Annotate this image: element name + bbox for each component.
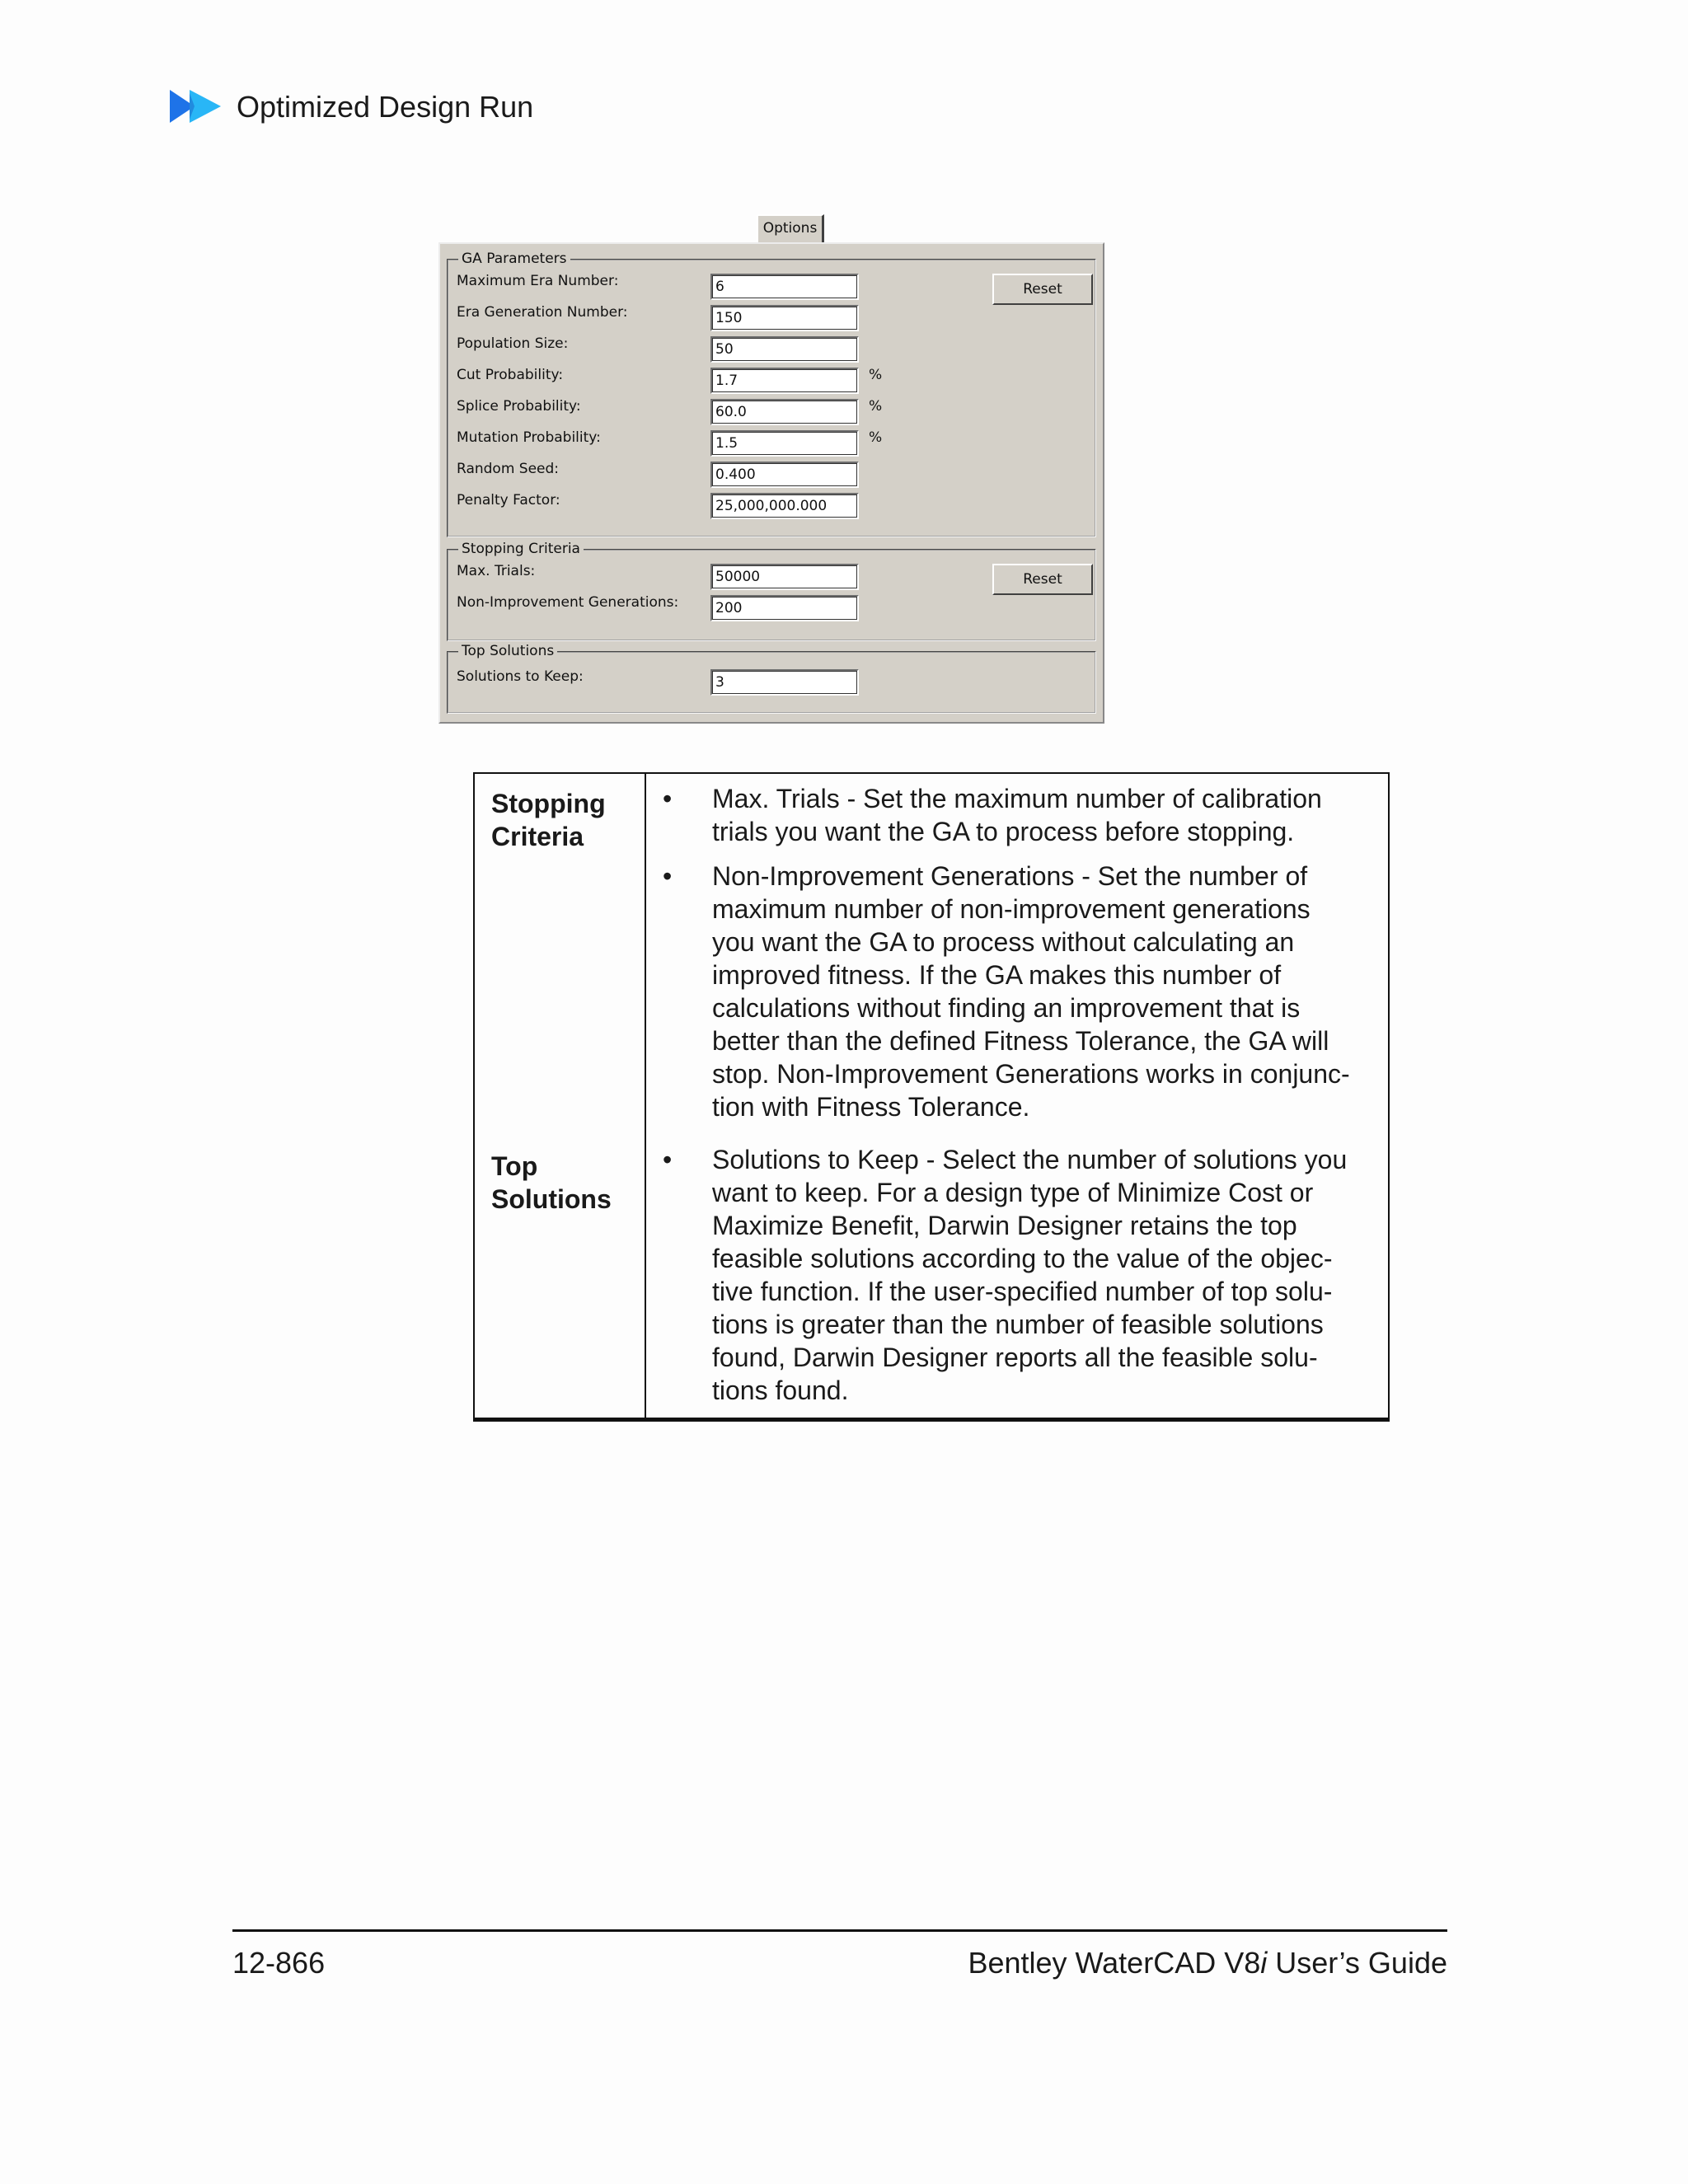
ga-parameters-title: GA Parameters (458, 250, 570, 268)
max-trials-input[interactable] (710, 564, 859, 590)
ga-reset-button[interactable]: Reset (992, 274, 1093, 305)
stopping-criteria-group (447, 541, 1096, 641)
max-era-number-input[interactable] (710, 274, 859, 300)
footer-rule (232, 1929, 1447, 1932)
era-generation-number-input[interactable] (710, 305, 859, 331)
description-non-improvement (712, 860, 1386, 1123)
term-line: Solutions (491, 1184, 612, 1214)
field-row-splice-probability (448, 396, 1095, 424)
bullet: • (663, 861, 673, 891)
field-label: Max. Trials: (457, 563, 536, 579)
field-label: Random Seed: (457, 461, 560, 477)
description-line: Solutions to Keep - Select the number of solutions you (712, 1145, 1348, 1174)
double-chevron-right-icon (170, 88, 223, 124)
description-line: tion with Fitness Tolerance. (712, 1092, 1030, 1122)
bullet: • (663, 784, 673, 813)
description-max-trials (712, 782, 1386, 848)
page-number: 12-866 (232, 1946, 326, 1980)
description-line: improved fitness. If the GA makes this number of (712, 960, 1282, 990)
percent-unit: % (869, 398, 883, 415)
field-row-penalty-factor (448, 490, 1095, 518)
description-line: maximum number of non-improvement generations (712, 894, 1311, 924)
term-stopping-criteria (491, 787, 640, 853)
solutions-to-keep-input[interactable] (710, 669, 859, 696)
description-line: better than the defined Fitness Tolerance, the GA will (712, 1026, 1329, 1056)
population-size-input[interactable] (710, 336, 859, 363)
description-line: trials you want the GA to process before stopping. (712, 817, 1295, 846)
description-line: Max. Trials - Set the maximum number of calibration (712, 784, 1322, 813)
percent-unit: % (869, 429, 883, 446)
term-line: Stopping (491, 789, 606, 818)
field-row-solutions-to-keep (448, 666, 1095, 694)
cut-probability-input[interactable] (710, 368, 859, 394)
field-row-mutation-probability (448, 427, 1095, 455)
stopping-reset-button[interactable]: Reset (992, 564, 1093, 595)
description-line: want to keep. For a design type of Minimize Cost or (712, 1178, 1314, 1207)
description-line: feasible solutions according to the value of the objec- (712, 1244, 1333, 1273)
column-divider (645, 774, 646, 1418)
tab-options[interactable]: Options (757, 214, 824, 242)
term-line: Criteria (491, 822, 584, 851)
description-line: tions is greater than the number of feasible solutions (712, 1310, 1324, 1339)
field-label: Era Generation Number: (457, 304, 628, 321)
field-label: Splice Probability: (457, 398, 581, 415)
field-row-cut-probability (448, 364, 1095, 392)
field-label: Maximum Era Number: (457, 273, 619, 289)
guide-title-suffix: User’s Guide (1267, 1946, 1447, 1980)
description-line: tions found. (712, 1376, 849, 1405)
guide-title-prefix: Bentley WaterCAD V8 (968, 1946, 1261, 1980)
field-row-max-era (448, 270, 1095, 298)
random-seed-input[interactable] (710, 462, 859, 488)
field-label: Mutation Probability: (457, 429, 601, 446)
definition-table (473, 772, 1390, 1422)
field-label: Cut Probability: (457, 367, 564, 383)
field-row-random-seed (448, 458, 1095, 486)
term-line: Top (491, 1151, 538, 1181)
options-dialog (438, 242, 1104, 724)
field-label: Population Size: (457, 335, 569, 352)
ga-parameters-group (447, 251, 1096, 537)
description-solutions-to-keep (712, 1143, 1386, 1407)
bullet: • (663, 1145, 673, 1174)
description-line: calculations without finding an improvement that is (712, 993, 1301, 1023)
field-row-era-generation (448, 302, 1095, 330)
description-line: Non-Improvement Generations - Set the number of (712, 861, 1308, 891)
non-improvement-generations-input[interactable] (710, 595, 859, 621)
top-solutions-group (447, 643, 1096, 714)
field-label: Solutions to Keep: (457, 668, 584, 685)
field-row-population (448, 333, 1095, 361)
description-line: found, Darwin Designer reports all the feasible solu- (712, 1343, 1318, 1372)
term-top-solutions (491, 1150, 640, 1216)
stopping-criteria-title: Stopping Criteria (458, 540, 584, 558)
splice-probability-input[interactable] (710, 399, 859, 425)
field-row-non-improvement (448, 592, 1095, 620)
mutation-probability-input[interactable] (710, 430, 859, 457)
section-title: Optimized Design Run (237, 90, 534, 124)
field-label: Non-Improvement Generations: (457, 594, 679, 611)
top-solutions-title: Top Solutions (458, 642, 557, 660)
description-line: stop. Non-Improvement Generations works in conjunc- (712, 1059, 1350, 1089)
percent-unit: % (869, 367, 883, 383)
penalty-factor-input[interactable] (710, 493, 859, 519)
description-line: Maximize Benefit, Darwin Designer retains the top (712, 1211, 1297, 1240)
field-label: Penalty Factor: (457, 492, 560, 509)
guide-title-italic: i (1260, 1946, 1268, 1980)
guide-title (968, 1945, 1447, 1981)
description-line: tive function. If the user-specified number of top solu- (712, 1277, 1333, 1306)
field-row-max-trials (448, 560, 1095, 588)
description-line: you want the GA to process without calculating an (712, 927, 1295, 957)
